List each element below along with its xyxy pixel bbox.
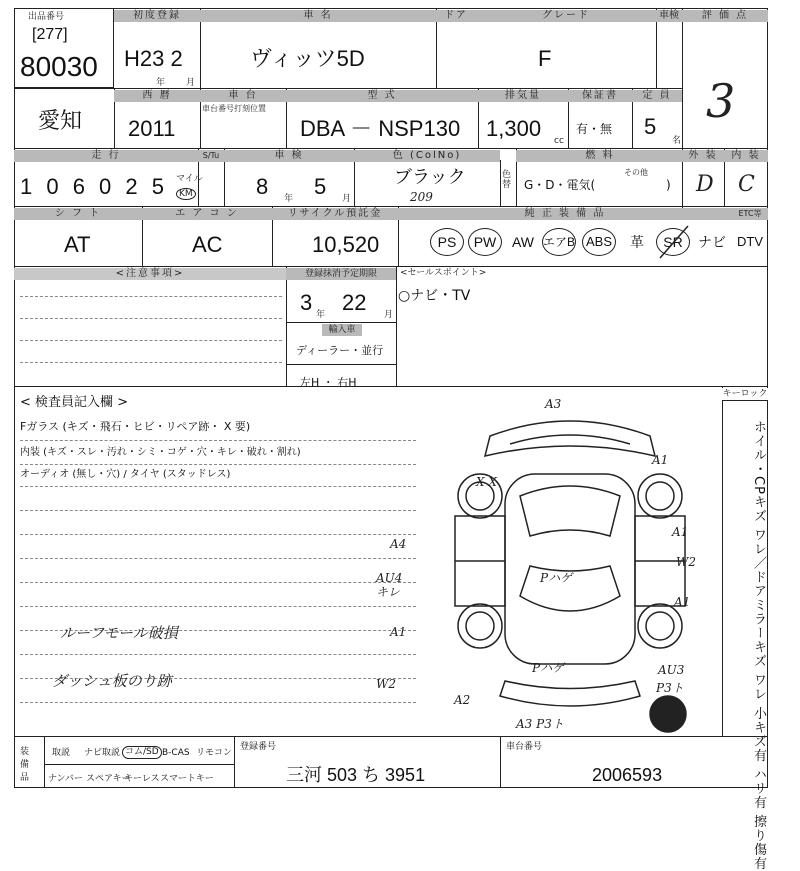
year-header: 西 暦 [114, 90, 200, 102]
mark-a3-rear: A3 P3ト [516, 717, 564, 731]
color-value: ブラック [394, 167, 466, 187]
inspector-title: < 検査員記入欄 > [20, 395, 129, 410]
interior-header: 内 装 [724, 150, 768, 162]
mark-au4: AU4 [376, 571, 403, 585]
expiry-month: 22 [342, 290, 367, 315]
mark-a2: A2 [454, 693, 471, 707]
mark-xx: X X [476, 475, 497, 489]
footer-item-keyless: キーレス [124, 774, 160, 784]
side-note: ホイル・CPキズ ワレ／ドアミラーキズ ワレ 小キズ有 ハリ有 擦り傷有 [751, 420, 766, 871]
mark-au3: AU3 [658, 663, 685, 677]
key-lock-header: キーロック [722, 389, 768, 399]
inspector-line-audio: オーディオ (無し・穴) / タイヤ (スタッドレス) [20, 469, 231, 480]
import-lr: 左H ・ 右H [300, 376, 357, 389]
recycle-header: リサイクル預託金 [272, 208, 398, 220]
mark-a1-right-rear: A1 [674, 595, 691, 609]
inspector-line-glass: Fガラス (キズ・飛石・ヒビ・リペア跡・ X 要) [20, 420, 251, 433]
reg-first-unit2: 月 [186, 78, 196, 88]
equip-airbag: エアB [542, 228, 576, 256]
reg-first-value: H23 2 [124, 46, 183, 71]
interior-value: C [738, 172, 755, 197]
import-header: 輸入車 [322, 324, 362, 336]
equip-sr: SR [656, 228, 690, 256]
sr-strike-icon [654, 222, 694, 262]
warranty-options: 有・無 [576, 122, 613, 136]
inspector-hand-roof: ルーフモール破損 [60, 624, 178, 642]
model-header: 型 式 [286, 90, 478, 102]
warranty-header: 保証書 [568, 90, 632, 102]
chassis-sub: 車台番号打刻位置 [202, 104, 266, 113]
import-value: ディーラー・並行 [296, 344, 384, 357]
capacity-unit: 名 [672, 136, 682, 146]
equip-aw: AW [511, 234, 535, 250]
door-header: ドア [436, 10, 476, 22]
shaken-month: 5 [314, 174, 327, 199]
color-sub: 色替 [502, 170, 512, 190]
expiry-year-unit: 年 [316, 310, 326, 320]
reg-first-header: 初度登録 [114, 10, 200, 22]
equip-dtv: DTV [737, 234, 763, 249]
footer-item-com-sd: コム/SD [122, 746, 162, 759]
score-header: 評 価 点 [682, 10, 768, 22]
mark-a3-top: A3 [545, 397, 562, 411]
expiry-header: 登録抹消予定期限 [286, 268, 396, 280]
plate-value: 三河 503 ち 3951 [286, 765, 426, 785]
footer-left-label: 装備品 [20, 747, 30, 783]
mark-p-hage-rear: Pハゲ [532, 661, 565, 675]
plate-label: 登録番号 [240, 742, 277, 752]
fuel-close: ) [666, 178, 671, 192]
expiry-month-unit: 月 [384, 310, 394, 320]
reg-first-unit: 年 [156, 78, 166, 88]
inspection-header: 車検 [656, 10, 682, 22]
shaken-header: 車 検 [224, 150, 354, 162]
lot-number: 80030 [20, 51, 98, 82]
fuel-header: 燃 料 [516, 150, 684, 162]
equip-ps: PS [430, 228, 464, 256]
mark-a1-front-right: A1 [652, 453, 669, 467]
inspector-line-interior: 内装 (キズ・スレ・汚れ・シミ・コゲ・穴・キレ・破れ・割れ) [20, 447, 301, 458]
mileage-header: 走 行 [14, 150, 198, 162]
shaken-year-unit: 年 [284, 194, 294, 204]
footer-item-navi-manual: ナビ取説 [84, 748, 121, 758]
score-value: 3 [706, 74, 736, 128]
mark-w2-right: W2 [676, 555, 696, 569]
shaken-month-unit: 月 [342, 194, 352, 204]
shaken-year: 8 [256, 174, 269, 199]
sales-point-header: <セールスポイント> [400, 268, 487, 278]
car-diagram [376, 396, 720, 736]
displacement-header: 排気量 [478, 90, 568, 102]
footer-item-smart-key: スマートキー [160, 774, 214, 784]
mileage-unit-km: KM [176, 188, 196, 200]
mark-a1-left: A1 [390, 625, 407, 639]
mark-a4: A4 [390, 537, 407, 551]
inspector-hand-dash: ダッシュ板のり跡 [52, 672, 172, 690]
footer-item-spare-key: スペアキー [86, 774, 131, 784]
notes-header: <注意事項> [14, 268, 286, 280]
equip-leather: 革 [630, 234, 644, 250]
mark-w2-left: W2 [376, 677, 396, 691]
recycle-value: 10,520 [312, 232, 380, 257]
equip-navi: ナビ [698, 234, 726, 250]
mark-a1-right-door: A1 [672, 525, 689, 539]
displacement-unit: cc [554, 136, 564, 146]
aircon-value: AC [192, 232, 223, 257]
exterior-value: D [696, 172, 714, 197]
displacement-value: 1,300 [486, 116, 542, 141]
grade-header: グレード [476, 10, 656, 22]
etc-header: ETC等 [732, 208, 768, 220]
expiry-year: 3 [300, 290, 313, 315]
footer-item-bcas: B-CAS [162, 748, 190, 758]
capacity-header: 定 員 [632, 90, 682, 102]
sales-point-value: ○ナビ・TV [398, 288, 471, 304]
color-code: 209 [410, 190, 433, 204]
vin-value: 2006593 [592, 765, 663, 785]
mark-p-hage-roof: Pハゲ [540, 571, 573, 585]
mark-kire: キレ [376, 585, 400, 599]
footer-item-manual: 取説 [52, 748, 71, 758]
mark-p3to: P3ト [656, 681, 684, 695]
lot-code: [277] [32, 26, 68, 43]
equipment-header: 純 正 装 備 品 [398, 208, 732, 220]
model-value: DBA － NSP130 [300, 116, 461, 141]
car-name-header: 車 名 [200, 10, 436, 22]
chassis-header: 車 台 [200, 90, 286, 102]
aircon-header: エ ア コ ン [142, 208, 272, 220]
car-name-value: ヴィッツ5D [250, 46, 365, 71]
exterior-header: 外 装 [682, 150, 724, 162]
shift-header: シ フ ト [14, 208, 142, 220]
color-header: 色 (ColNo) [354, 150, 500, 162]
fuel-other: その他 [624, 168, 648, 177]
grade-value: F [538, 46, 552, 71]
region-value: 愛知 [38, 108, 83, 133]
shift-value: AT [64, 232, 91, 257]
year-value: 2011 [128, 116, 176, 141]
vin-label: 車台番号 [506, 742, 543, 752]
fuel-options: G・D・電気( [524, 178, 596, 192]
warranty-value: 5 [644, 114, 657, 139]
shift-col-header: S/Tu [198, 150, 224, 162]
equip-pw: PW [468, 228, 502, 256]
footer-item-plate: ナンバー [48, 774, 83, 784]
equip-abs: ABS [582, 228, 616, 256]
mileage-unit-mile: マイル [176, 174, 203, 184]
lot-label: 出品番号 [28, 12, 65, 22]
mileage-digits: 1 0 6 0 2 5 [20, 174, 168, 199]
footer-item-remote: リモコン [196, 748, 233, 758]
